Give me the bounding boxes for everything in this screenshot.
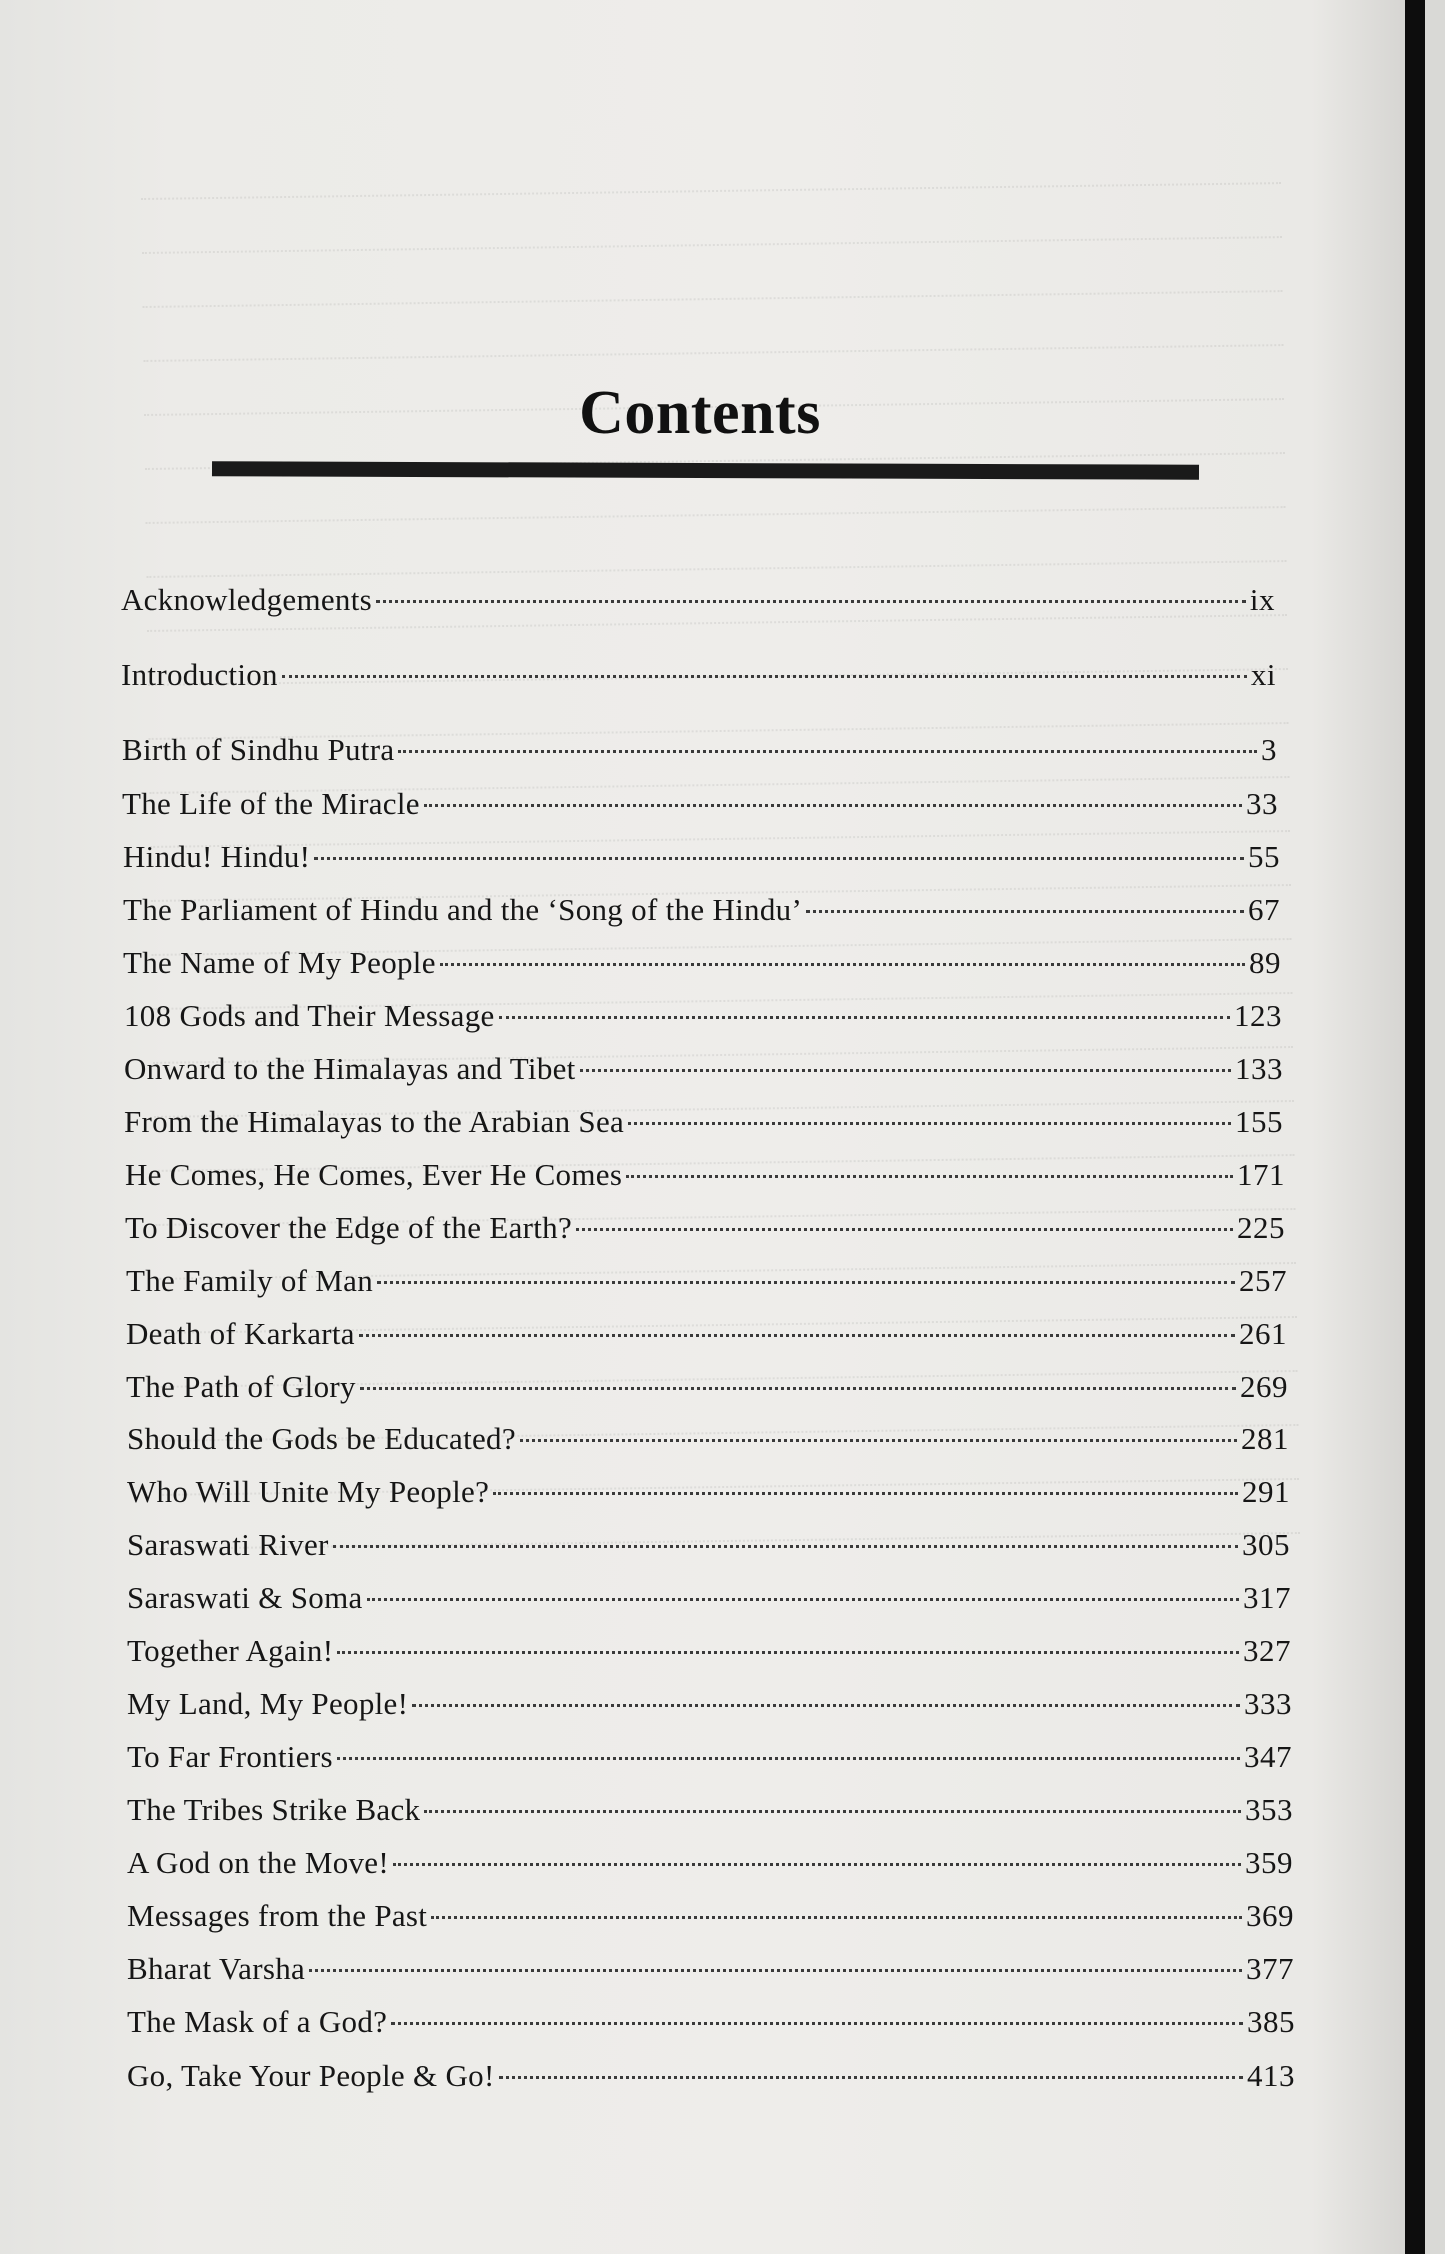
toc-entry bbox=[127, 1738, 1292, 1776]
toc-entry-page: 89 bbox=[1249, 945, 1281, 980]
toc-entry-title: Go, Take Your People & Go! bbox=[127, 2058, 495, 2093]
toc-entry-page: 413 bbox=[1247, 2058, 1295, 2093]
dot-leader bbox=[309, 1969, 1242, 1972]
toc-entry-title: My Land, My People! bbox=[127, 1686, 409, 1721]
toc-entry bbox=[127, 1897, 1294, 1935]
toc-entry-page: 369 bbox=[1246, 1898, 1294, 1933]
toc-entry bbox=[127, 1420, 1289, 1458]
page-title: Contents bbox=[579, 379, 821, 447]
toc-entry-page: 133 bbox=[1235, 1051, 1283, 1086]
toc-entry bbox=[121, 581, 1275, 619]
toc-entry-title: Who Will Unite My People? bbox=[127, 1474, 490, 1509]
toc-entry bbox=[124, 997, 1282, 1035]
toc-entry-title: Death of Karkarta bbox=[126, 1316, 355, 1351]
toc-entry bbox=[127, 1473, 1290, 1511]
dot-leader bbox=[412, 1704, 1240, 1707]
toc-entry-page: 291 bbox=[1242, 1474, 1290, 1509]
toc-entry-page: 327 bbox=[1243, 1633, 1291, 1668]
toc-entry-page: 33 bbox=[1246, 786, 1278, 821]
toc-entry-page: 3 bbox=[1261, 732, 1277, 767]
toc-entry-page: 155 bbox=[1235, 1104, 1283, 1139]
toc-entry-page: 55 bbox=[1248, 839, 1280, 874]
toc-entry-page: 257 bbox=[1239, 1263, 1287, 1298]
dot-leader bbox=[333, 1545, 1238, 1548]
toc-entry-title: Acknowledgements bbox=[121, 582, 373, 617]
dot-leader bbox=[367, 1598, 1239, 1601]
toc-entry bbox=[123, 944, 1281, 982]
dot-leader bbox=[499, 2076, 1243, 2079]
dot-leader bbox=[314, 857, 1244, 860]
dot-leader bbox=[580, 1069, 1231, 1072]
toc-entry-title: From the Himalayas to the Arabian Sea bbox=[124, 1104, 625, 1139]
dot-leader bbox=[376, 600, 1246, 603]
toc-entry bbox=[127, 2003, 1295, 2041]
toc-entry-title: Saraswati & Soma bbox=[127, 1580, 363, 1615]
dot-leader bbox=[626, 1175, 1233, 1178]
toc-entry bbox=[127, 2057, 1295, 2095]
toc-entry bbox=[122, 785, 1278, 823]
toc-entry-title: Together Again! bbox=[127, 1633, 334, 1668]
toc-entry-title: A God on the Move! bbox=[127, 1845, 389, 1880]
toc-entry bbox=[121, 656, 1276, 694]
toc-entry-page: 385 bbox=[1247, 2004, 1295, 2039]
dot-leader bbox=[424, 1810, 1241, 1813]
toc-entry-page: 317 bbox=[1243, 1580, 1291, 1615]
toc-entry-title: To Discover the Edge of the Earth? bbox=[125, 1210, 573, 1245]
toc-entry-title: The Name of My People bbox=[123, 945, 436, 980]
toc-entry-page: xi bbox=[1250, 657, 1276, 692]
toc-entry-page: 261 bbox=[1239, 1316, 1287, 1351]
toc-entry bbox=[126, 1262, 1287, 1300]
toc-entry-title: Onward to the Himalayas and Tibet bbox=[124, 1051, 576, 1086]
dot-leader bbox=[337, 1757, 1240, 1760]
toc-entry-page: 225 bbox=[1237, 1210, 1285, 1245]
dot-leader bbox=[628, 1122, 1231, 1125]
toc-entry-page: 333 bbox=[1244, 1686, 1292, 1721]
toc-entry bbox=[127, 1632, 1291, 1670]
toc-entry bbox=[127, 1579, 1291, 1617]
toc-entry-title: Bharat Varsha bbox=[127, 1951, 306, 1986]
dot-leader bbox=[440, 963, 1245, 966]
toc-entry-page: 281 bbox=[1241, 1421, 1289, 1456]
toc-entry bbox=[123, 838, 1280, 876]
dot-leader bbox=[391, 2022, 1243, 2025]
toc-entry-page: ix bbox=[1249, 582, 1275, 617]
toc-entry-title: 108 Gods and Their Message bbox=[124, 998, 495, 1033]
dot-leader bbox=[424, 804, 1242, 807]
toc-entry-page: 123 bbox=[1234, 998, 1282, 1033]
book-spine-shadow bbox=[1405, 0, 1425, 2254]
toc-entry-title: Birth of Sindhu Putra bbox=[122, 732, 395, 767]
dot-leader bbox=[806, 910, 1244, 913]
toc-entry-title: Hindu! Hindu! bbox=[123, 839, 311, 874]
toc-entry bbox=[124, 1103, 1283, 1141]
toc-entry-title: The Path of Glory bbox=[126, 1369, 356, 1404]
toc-entry bbox=[123, 891, 1280, 929]
dot-leader bbox=[377, 1281, 1235, 1284]
toc-entry-page: 67 bbox=[1248, 892, 1280, 927]
toc-entry bbox=[125, 1156, 1285, 1194]
toc-entry-title: Introduction bbox=[121, 657, 278, 692]
toc-entry-page: 305 bbox=[1242, 1527, 1290, 1562]
toc-entry-title: He Comes, He Comes, Ever He Comes bbox=[125, 1157, 623, 1192]
toc-entry-page: 353 bbox=[1245, 1792, 1293, 1827]
toc-entry bbox=[126, 1315, 1287, 1353]
toc-entry bbox=[127, 1526, 1290, 1564]
toc-entry-page: 171 bbox=[1237, 1157, 1285, 1192]
toc-entry bbox=[124, 1050, 1283, 1088]
toc-entry-page: 269 bbox=[1240, 1369, 1288, 1404]
toc-entry bbox=[122, 731, 1277, 769]
toc-entry-title: The Mask of a God? bbox=[127, 2004, 388, 2039]
toc-entry-title: The Family of Man bbox=[126, 1263, 374, 1298]
dot-leader bbox=[520, 1439, 1237, 1442]
toc-entry-page: 359 bbox=[1245, 1845, 1293, 1880]
toc-entry bbox=[127, 1791, 1293, 1829]
toc-entry-title: Messages from the Past bbox=[127, 1898, 428, 1933]
toc-entry bbox=[127, 1844, 1293, 1882]
toc-entry-title: The Life of the Miracle bbox=[122, 786, 420, 821]
toc-entry-title: To Far Frontiers bbox=[127, 1739, 333, 1774]
dot-leader bbox=[493, 1492, 1238, 1495]
dot-leader bbox=[576, 1228, 1233, 1231]
toc-entry-title: Should the Gods be Educated? bbox=[127, 1421, 516, 1456]
dot-leader bbox=[360, 1387, 1236, 1390]
toc-entry bbox=[127, 1950, 1294, 1988]
dot-leader bbox=[393, 1863, 1241, 1866]
dot-leader bbox=[499, 1016, 1230, 1019]
toc-entry-title: The Parliament of Hindu and the ‘Song of the Hindu’ bbox=[123, 892, 803, 927]
toc-entry-page: 347 bbox=[1244, 1739, 1292, 1774]
dot-leader bbox=[431, 1916, 1242, 1919]
toc-entry-page: 377 bbox=[1246, 1951, 1294, 1986]
toc-entry-title: The Tribes Strike Back bbox=[127, 1792, 421, 1827]
dot-leader bbox=[398, 750, 1257, 753]
toc-entry bbox=[126, 1368, 1288, 1406]
toc-entry bbox=[125, 1209, 1285, 1247]
toc-entry bbox=[127, 1685, 1292, 1723]
dot-leader bbox=[359, 1334, 1235, 1337]
dot-leader bbox=[337, 1651, 1239, 1654]
toc-entry-title: Saraswati River bbox=[127, 1527, 329, 1562]
dot-leader bbox=[282, 675, 1247, 678]
